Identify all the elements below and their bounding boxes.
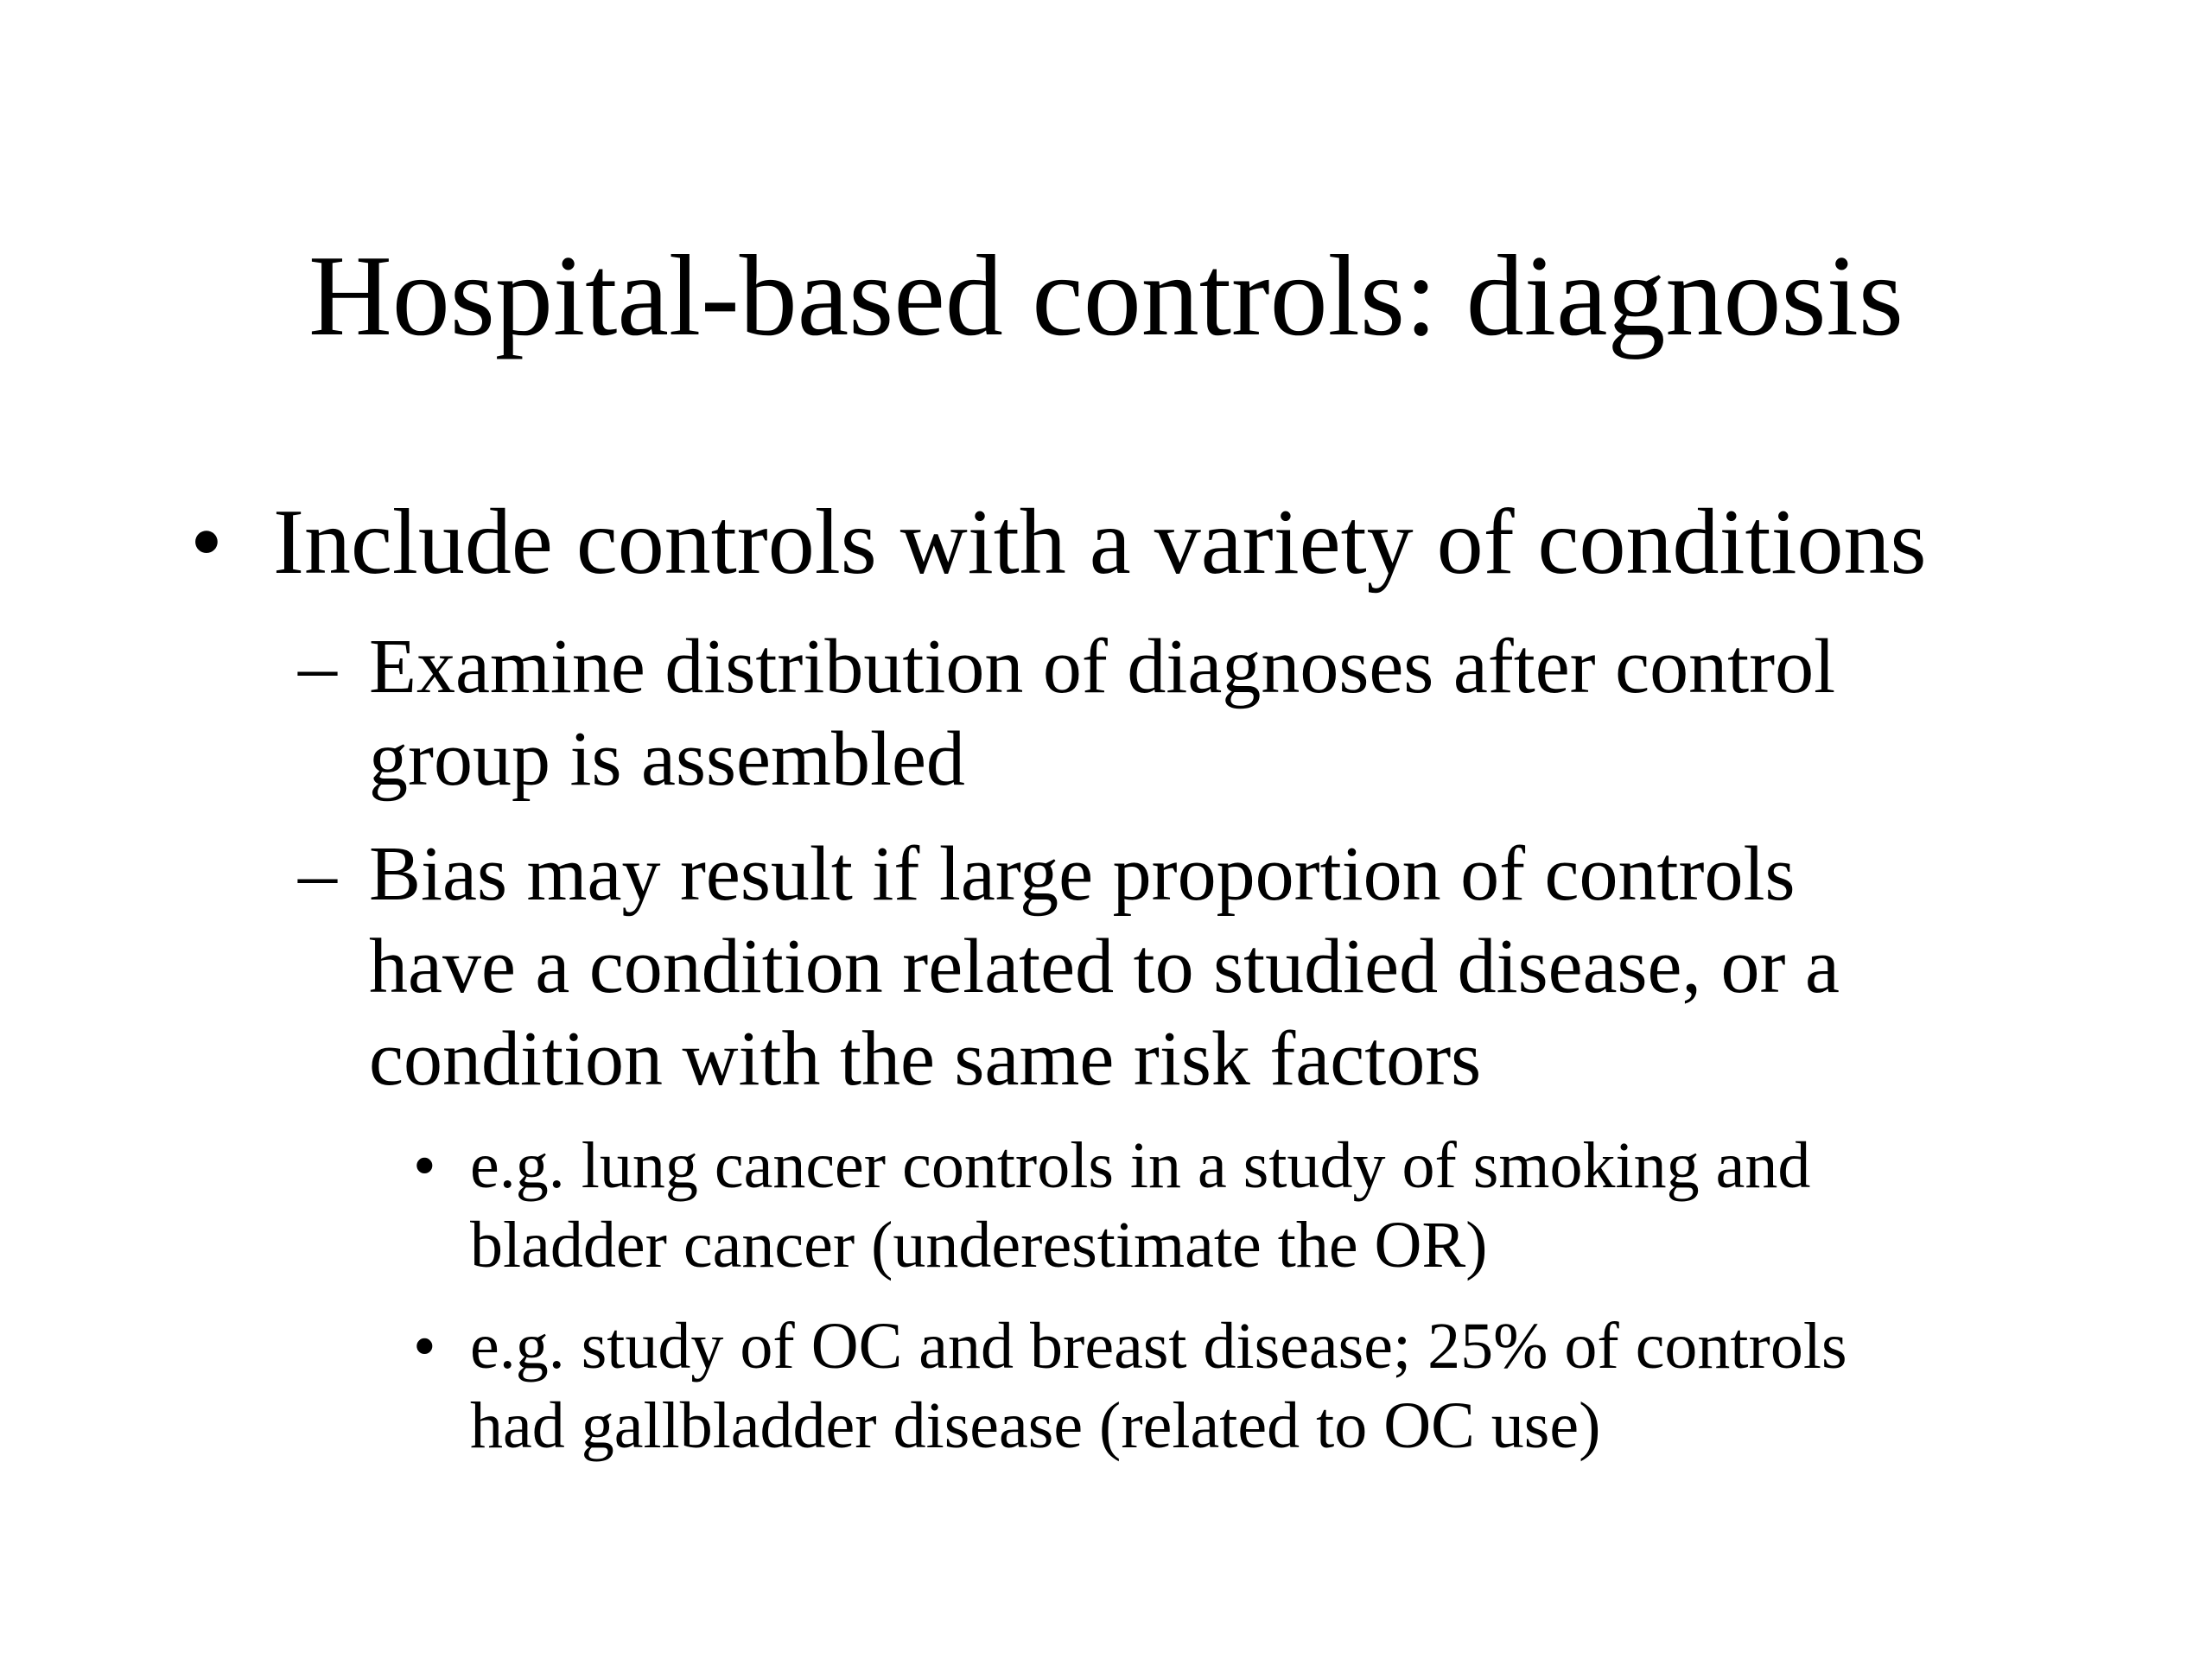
text-line: Examine distribution of diagnoses after control	[369, 624, 1836, 709]
sub-point-text	[369, 828, 2097, 1105]
text-line: condition with the same risk factors	[369, 1016, 1482, 1102]
text-line: group is assembled	[369, 716, 965, 802]
text-line: e.g. study of OC and breast disease; 25% of controls	[470, 1310, 1847, 1382]
bullet-icon: •	[413, 1310, 436, 1382]
text-line: Bias may result if large proportion of controls	[369, 831, 1796, 917]
bullet-icon: •	[413, 1129, 436, 1202]
slide-title: Hospital-based controls: diagnosis	[308, 232, 1904, 359]
dash-icon: –	[298, 624, 337, 709]
bullet-text: Include controls with a variety of conditions	[273, 491, 1927, 594]
bullet-icon: •	[190, 491, 223, 594]
text-line: have a condition related to studied disease, or a	[369, 924, 1840, 1009]
text-line: e.g. lung cancer controls in a study of smoking and	[470, 1129, 1811, 1202]
dash-icon: –	[298, 831, 337, 917]
example-text	[470, 1306, 2112, 1465]
text-line: bladder cancer (underestimate the OR)	[470, 1209, 1488, 1281]
example-text	[470, 1126, 2112, 1285]
sub-point-text	[369, 620, 2097, 805]
text-line: had gallbladder disease (related to OC use)	[470, 1389, 1601, 1462]
